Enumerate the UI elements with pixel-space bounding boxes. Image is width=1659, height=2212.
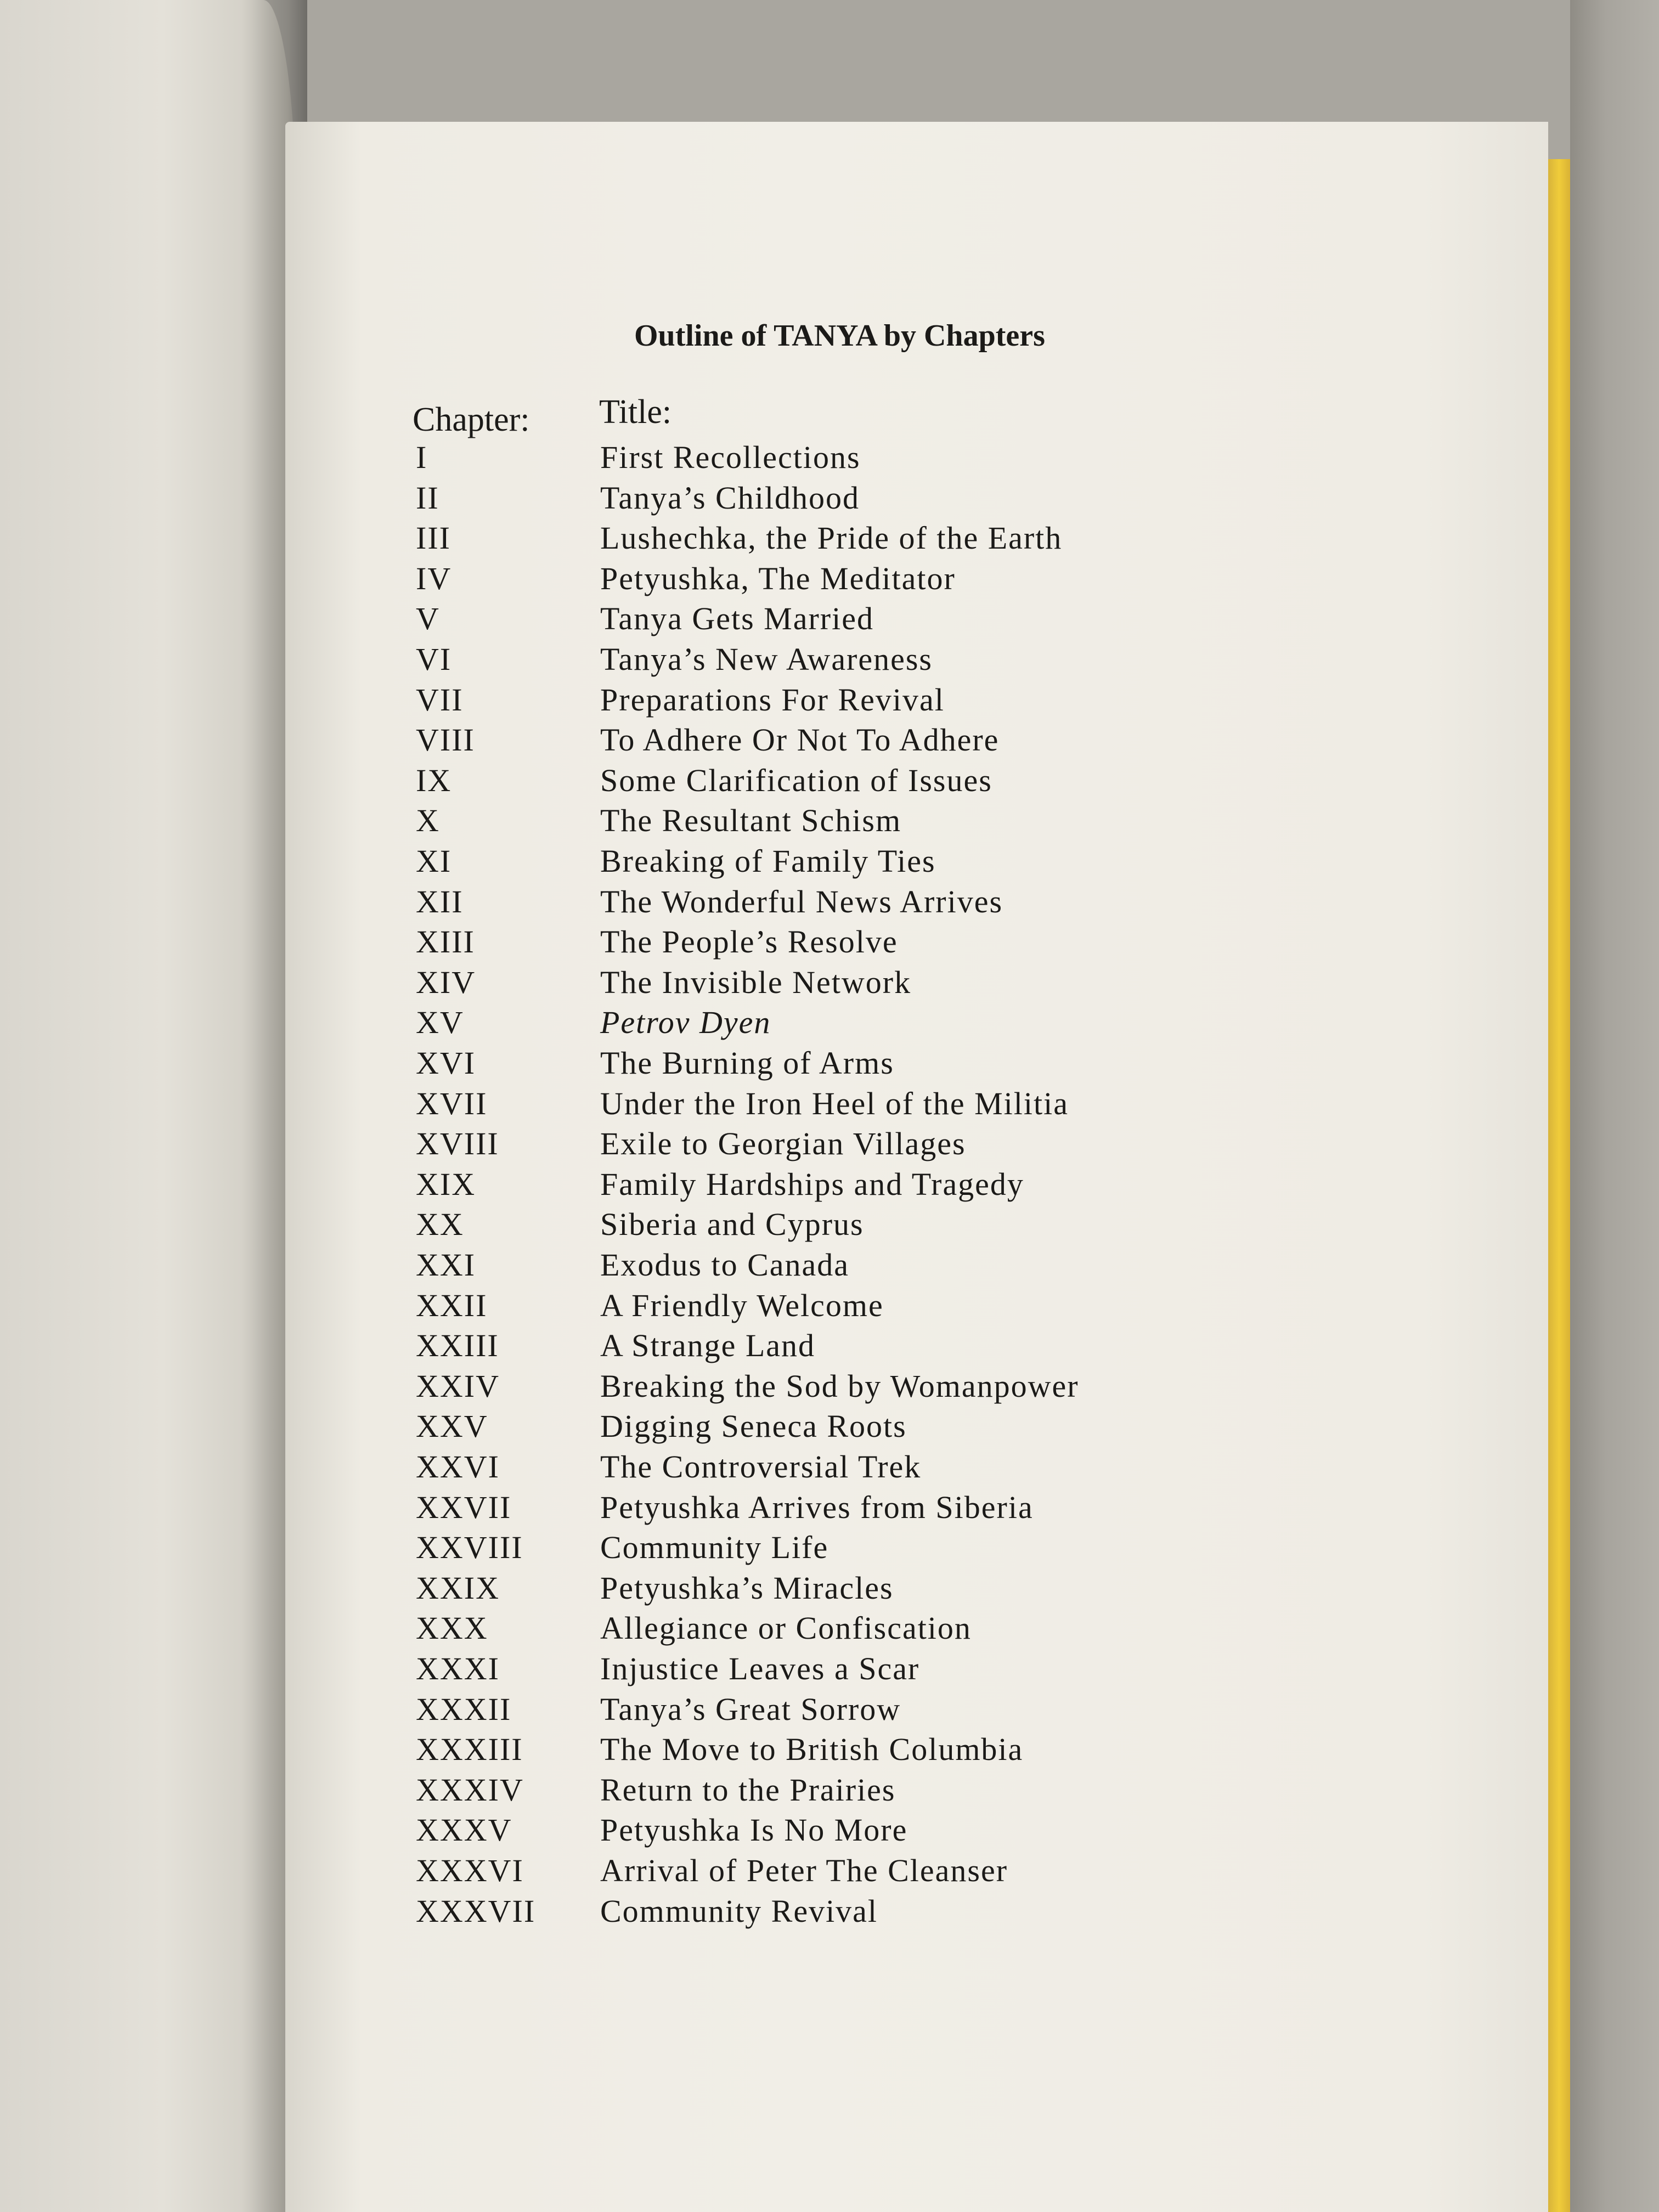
chapter-number: XXX xyxy=(416,1610,488,1646)
chapter-number: XX xyxy=(416,1206,464,1243)
chapter-title: Tanya’s Childhood xyxy=(600,479,860,516)
chapter-title: First Recollections xyxy=(600,439,861,475)
chapter-row xyxy=(0,600,1659,640)
chapter-number: XXXI xyxy=(416,1651,500,1686)
chapter-number: XXXII xyxy=(416,1691,512,1727)
chapter-row xyxy=(0,1650,1659,1690)
chapter-row xyxy=(0,802,1659,842)
chapter-title: Petyushka Arrives from Siberia xyxy=(600,1489,1034,1525)
chapter-row xyxy=(0,1004,1659,1043)
chapter-row xyxy=(0,964,1659,1003)
chapter-title: Exodus to Canada xyxy=(600,1247,850,1283)
chapter-title: Tanya Gets Married xyxy=(600,601,874,637)
chapter-number: XI xyxy=(416,843,452,879)
chapter-title: The Move to British Columbia xyxy=(600,1731,1024,1768)
chapter-row xyxy=(0,439,1659,478)
chapter-title: Siberia and Cyprus xyxy=(600,1206,864,1243)
chapter-title: Petrov Dyen xyxy=(600,1005,771,1041)
chapter-number: IX xyxy=(416,762,452,798)
chapter-title: Return to the Prairies xyxy=(600,1771,896,1808)
chapter-title: The Controversial Trek xyxy=(600,1449,922,1485)
chapter-number: III xyxy=(416,520,451,556)
chapter-number: XXVII xyxy=(416,1489,512,1525)
chapter-row xyxy=(0,762,1659,802)
chapter-row xyxy=(0,1570,1659,1609)
chapter-column-header: Chapter: xyxy=(413,401,530,438)
chapter-title: Allegiance or Confiscation xyxy=(600,1610,972,1646)
chapter-number: XXIV xyxy=(416,1368,500,1404)
chapter-title: Petyushka, The Meditator xyxy=(600,560,956,596)
chapter-number: XXXVI xyxy=(416,1853,524,1888)
chapter-row xyxy=(0,1489,1659,1528)
chapter-number: XXXVII xyxy=(416,1893,536,1929)
chapter-number: XVIII xyxy=(416,1126,499,1162)
chapter-number: XII xyxy=(416,883,464,919)
chapter-row xyxy=(0,1246,1659,1286)
chapter-row xyxy=(0,1731,1659,1770)
chapter-row xyxy=(0,1045,1659,1084)
chapter-row xyxy=(0,1408,1659,1447)
chapter-number: XXVI xyxy=(416,1449,500,1485)
chapter-number: XVII xyxy=(416,1085,488,1121)
chapter-row xyxy=(0,1771,1659,1811)
chapter-number: XV xyxy=(416,1005,464,1041)
chapter-title: Some Clarification of Issues xyxy=(600,762,992,798)
chapter-row xyxy=(0,1085,1659,1125)
chapter-title: Exile to Georgian Villages xyxy=(600,1126,966,1162)
chapter-number: XIX xyxy=(416,1166,476,1202)
chapter-number: XXVIII xyxy=(416,1530,523,1566)
chapter-title: Community Revival xyxy=(600,1893,878,1929)
chapter-row xyxy=(0,1812,1659,1851)
chapter-number: II xyxy=(416,479,439,516)
chapter-title: A Strange Land xyxy=(600,1328,816,1364)
chapter-title: The Wonderful News Arrives xyxy=(600,883,1003,919)
chapter-title: Family Hardships and Tragedy xyxy=(600,1166,1024,1202)
chapter-row xyxy=(0,1852,1659,1892)
chapter-title: Community Life xyxy=(600,1530,829,1566)
chapter-row xyxy=(0,1893,1659,1932)
chapter-number: X xyxy=(416,803,440,839)
chapter-number: VII xyxy=(416,681,464,718)
chapter-title: Tanya’s Great Sorrow xyxy=(600,1691,901,1727)
chapter-number: VI xyxy=(416,641,452,677)
chapter-number: V xyxy=(416,601,440,637)
chapter-row xyxy=(0,560,1659,600)
chapter-row xyxy=(0,1125,1659,1165)
chapter-row xyxy=(0,1206,1659,1245)
chapter-title: Digging Seneca Roots xyxy=(600,1408,907,1444)
chapter-row xyxy=(0,641,1659,680)
chapter-title: Preparations For Revival xyxy=(600,681,945,718)
chapter-title: The Invisible Network xyxy=(600,964,912,1000)
chapter-row xyxy=(0,883,1659,923)
chapter-number: XIII xyxy=(416,924,475,960)
chapter-number: XXI xyxy=(416,1247,476,1283)
chapter-number: XXXIV xyxy=(416,1771,524,1808)
chapter-row xyxy=(0,1610,1659,1649)
chapter-number: XXXV xyxy=(416,1812,512,1848)
chapter-title: To Adhere Or Not To Adhere xyxy=(600,722,1000,758)
chapter-row xyxy=(0,1691,1659,1730)
chapter-title: Tanya’s New Awareness xyxy=(600,641,933,677)
chapter-number: I xyxy=(416,439,428,475)
chapter-number: XXII xyxy=(416,1287,488,1323)
chapter-row xyxy=(0,1287,1659,1327)
chapter-row xyxy=(0,520,1659,559)
chapter-title: Petyushka’s Miracles xyxy=(600,1570,894,1606)
chapter-row xyxy=(0,1448,1659,1488)
chapter-row xyxy=(0,479,1659,519)
chapter-title: Arrival of Peter The Cleanser xyxy=(600,1853,1008,1888)
chapter-number: VIII xyxy=(416,722,475,758)
chapter-title: The People’s Resolve xyxy=(600,924,898,960)
chapter-title: Lushechka, the Pride of the Earth xyxy=(600,520,1063,556)
chapter-title: Under the Iron Heel of the Militia xyxy=(600,1085,1069,1121)
chapter-title: Petyushka Is No More xyxy=(600,1812,908,1848)
chapter-number: XXIX xyxy=(416,1570,500,1606)
page-title: Outline of TANYA by Chapters xyxy=(634,319,1045,353)
chapter-title: The Resultant Schism xyxy=(600,803,902,839)
chapter-row xyxy=(0,843,1659,882)
chapter-number: XXV xyxy=(416,1408,488,1444)
chapter-number: XVI xyxy=(416,1045,476,1081)
chapter-title: Breaking the Sod by Womanpower xyxy=(600,1368,1079,1404)
chapter-row xyxy=(0,1166,1659,1205)
chapter-title: A Friendly Welcome xyxy=(600,1287,884,1323)
chapter-row xyxy=(0,923,1659,963)
chapter-row xyxy=(0,681,1659,721)
chapter-row xyxy=(0,1368,1659,1407)
chapter-row xyxy=(0,1327,1659,1367)
chapter-row xyxy=(0,721,1659,761)
chapter-number: IV xyxy=(416,560,452,596)
chapter-number: XXXIII xyxy=(416,1731,523,1768)
chapter-row xyxy=(0,1529,1659,1568)
chapter-title: Breaking of Family Ties xyxy=(600,843,936,879)
chapter-number: XIV xyxy=(416,964,476,1000)
chapter-title: Injustice Leaves a Scar xyxy=(600,1651,920,1686)
title-column-header: Title: xyxy=(599,393,672,431)
chapter-number: XXIII xyxy=(416,1328,499,1364)
chapter-title: The Burning of Arms xyxy=(600,1045,894,1081)
